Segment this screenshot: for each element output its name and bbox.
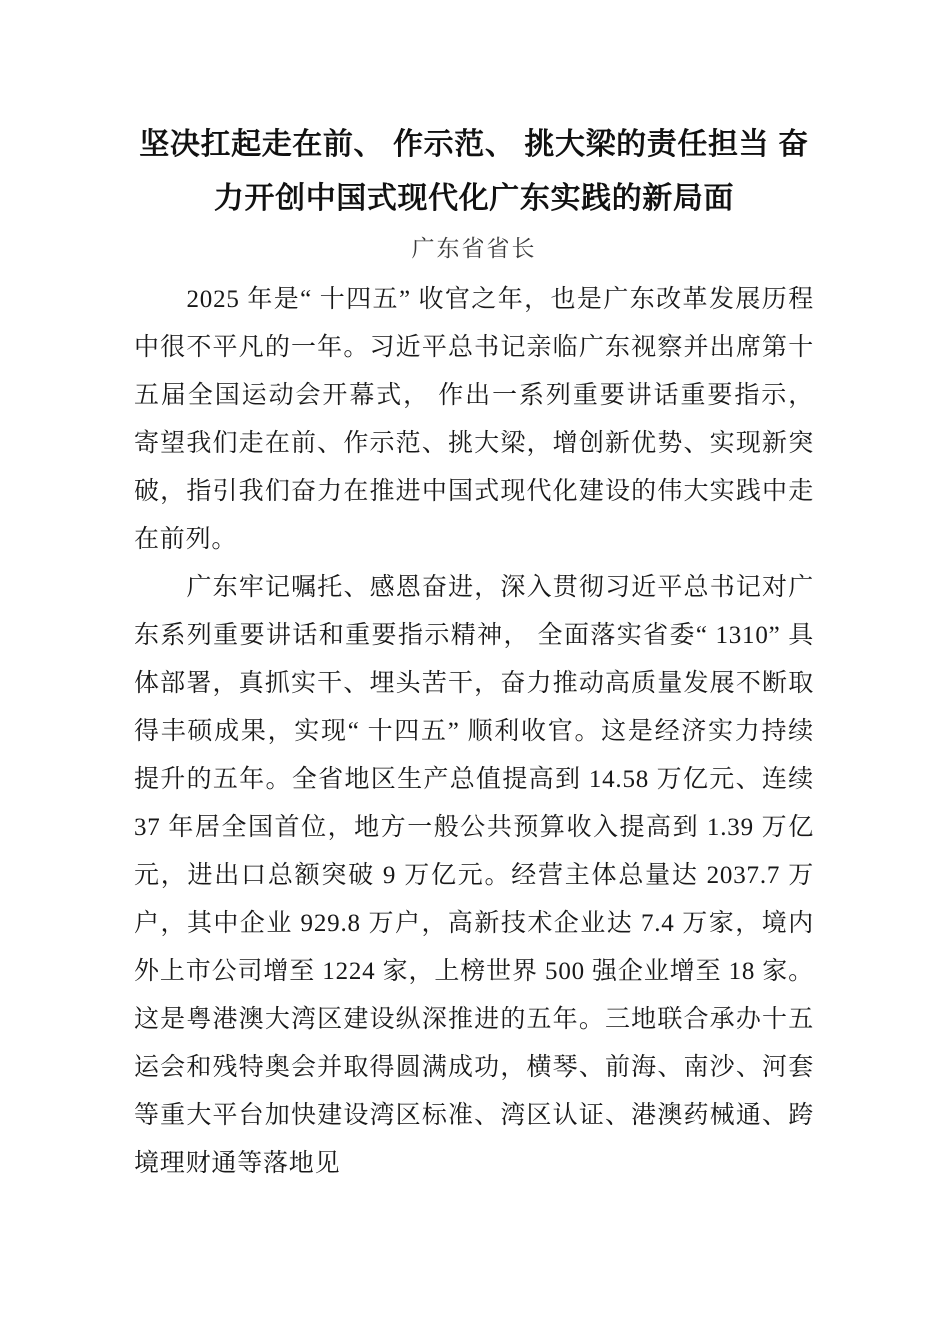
author-byline: 广东省省长 (411, 236, 537, 261)
body-paragraph-2: 广东牢记嘱托、感恩奋进，深入贯彻习近平总书记对广东系列重要讲话和重要指示精神， 全面落实省委“ 1310” 具体部署，真抓实干、埋头苦干，奋力推动高质量发展不断取得丰硕成果，实现“ 十四五” 顺利收官。这是经济实力持续提升的五年。全省地区生产总值提高到 14.58 万亿元、连续 37 年居全国首位，地方一般公共预算收入提高到 1.39 万亿元，进出口总额突破 9 万亿元。经营主体总量达 2037.7 万户，其中企业 929.8 万户，高新技术企业达 7.4 万家，境内外上市公司增至 1224 家，上榜世界 500 强企业增至 18 家。这是粤港澳大湾区建设纵深推进的五年。三地联合承办十五运会和残特奥会并取得圆满成功，横琴、前海、南沙、河套等重大平台加快建设湾区标准、湾区认证、港澳药械通、跨境理财通等落地见 (134, 574, 814, 1177)
page-title-line-1: 坚决扛起走在前、 作示范、 挑大梁的责任担当 奋 (139, 128, 809, 161)
document-body (134, 276, 814, 1188)
page-title-line-2: 力开创中国式现代化广东实践的新局面 (213, 182, 735, 215)
document-content (134, 118, 814, 1188)
body-paragraph-1: 2025 年是“ 十四五” 收官之年，也是广东改革发展历程中很不平凡的一年。习近平总书记亲临广东视察并出席第十五届全国运动会开幕式， 作出一系列重要讲话重要指示， 寄望我们走在前、作示范、挑大梁，增创新优势、实现新突破，指引我们奋力在推进中国式现代化建设的伟大实践中走在前列。 (134, 286, 814, 553)
page-title (134, 118, 814, 226)
